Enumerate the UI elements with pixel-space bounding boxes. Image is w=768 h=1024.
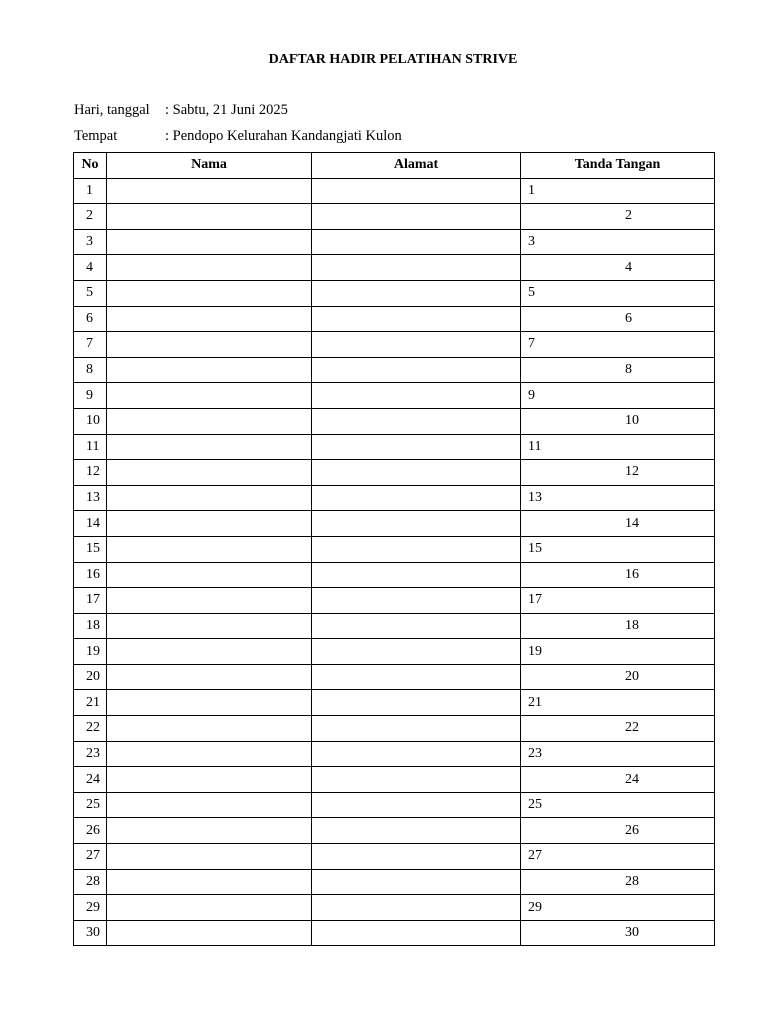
signature-number: 21 [528, 694, 542, 710]
signature-number: 23 [528, 745, 542, 761]
name-cell [107, 895, 312, 921]
header-alamat: Alamat [312, 153, 521, 179]
table-row [74, 280, 715, 306]
signature-number: 2 [625, 208, 632, 224]
signature-number: 22 [625, 720, 639, 736]
name-cell [107, 332, 312, 358]
signature-number: 28 [625, 873, 639, 889]
name-cell [107, 690, 312, 716]
signature-number: 24 [625, 771, 639, 787]
address-cell [312, 920, 521, 946]
address-cell [312, 511, 521, 537]
name-cell [107, 460, 312, 486]
signature-cell [521, 741, 715, 767]
signature-cell [521, 869, 715, 895]
meta-date-row [74, 101, 288, 119]
signature-cell [521, 664, 715, 690]
signature-cell [521, 818, 715, 844]
row-number: 22 [74, 716, 107, 742]
signature-number: 14 [625, 515, 639, 531]
signature-cell [521, 178, 715, 204]
meta-date-value: : Sabtu, 21 Juni 2025 [165, 102, 288, 118]
table-row [74, 613, 715, 639]
address-cell [312, 383, 521, 409]
header-no: No [74, 153, 107, 179]
row-number: 4 [74, 255, 107, 281]
row-number: 10 [74, 408, 107, 434]
meta-place-value: : Pendopo Kelurahan Kandangjati Kulon [165, 128, 402, 144]
row-number: 21 [74, 690, 107, 716]
address-cell [312, 434, 521, 460]
address-cell [312, 485, 521, 511]
signature-number: 8 [625, 362, 632, 378]
address-cell [312, 741, 521, 767]
signature-cell [521, 920, 715, 946]
address-cell [312, 408, 521, 434]
address-cell [312, 613, 521, 639]
signature-number: 13 [528, 490, 542, 506]
table-row [74, 844, 715, 870]
name-cell [107, 229, 312, 255]
table-row [74, 511, 715, 537]
signature-cell [521, 357, 715, 383]
row-number: 20 [74, 664, 107, 690]
row-number: 15 [74, 536, 107, 562]
signature-number: 30 [625, 925, 639, 941]
table-row [74, 818, 715, 844]
row-number: 2 [74, 204, 107, 230]
name-cell [107, 639, 312, 665]
signature-number: 26 [625, 822, 639, 838]
signature-number: 7 [528, 336, 535, 352]
meta-date-label: Hari, tanggal [74, 102, 150, 118]
address-cell [312, 639, 521, 665]
signature-number: 5 [528, 285, 535, 301]
name-cell [107, 536, 312, 562]
header-tanda-tangan: Tanda Tangan [521, 153, 715, 179]
signature-number: 17 [528, 592, 542, 608]
address-cell [312, 178, 521, 204]
page-title: DAFTAR HADIR PELATIHAN STRIVE [268, 52, 518, 67]
signature-number: 27 [528, 848, 542, 864]
row-number: 7 [74, 332, 107, 358]
name-cell [107, 613, 312, 639]
table-row [74, 895, 715, 921]
address-cell [312, 332, 521, 358]
row-number: 13 [74, 485, 107, 511]
table-row [74, 460, 715, 486]
table-row [74, 332, 715, 358]
table-row [74, 792, 715, 818]
name-cell [107, 306, 312, 332]
address-cell [312, 306, 521, 332]
name-cell [107, 485, 312, 511]
signature-number: 19 [528, 643, 542, 659]
table-row [74, 408, 715, 434]
table-row [74, 588, 715, 614]
signature-number: 18 [625, 617, 639, 633]
signature-cell [521, 716, 715, 742]
row-number: 11 [74, 434, 107, 460]
name-cell [107, 434, 312, 460]
signature-number: 20 [625, 669, 639, 685]
table-row [74, 178, 715, 204]
name-cell [107, 664, 312, 690]
address-cell [312, 895, 521, 921]
meta-place-label: Tempat [74, 128, 118, 144]
name-cell [107, 844, 312, 870]
table-row [74, 639, 715, 665]
table-header-row [74, 153, 715, 179]
name-cell [107, 408, 312, 434]
address-cell [312, 690, 521, 716]
table-row [74, 716, 715, 742]
name-cell [107, 562, 312, 588]
signature-cell [521, 306, 715, 332]
signature-cell [521, 562, 715, 588]
row-number: 25 [74, 792, 107, 818]
table-row [74, 920, 715, 946]
signature-number: 25 [528, 797, 542, 813]
address-cell [312, 536, 521, 562]
table-row [74, 485, 715, 511]
name-cell [107, 818, 312, 844]
signature-cell [521, 204, 715, 230]
row-number: 3 [74, 229, 107, 255]
signature-cell [521, 536, 715, 562]
signature-cell [521, 639, 715, 665]
signature-number: 3 [528, 234, 535, 250]
table-row [74, 306, 715, 332]
table-row [74, 690, 715, 716]
address-cell [312, 588, 521, 614]
table-row [74, 204, 715, 230]
row-number: 8 [74, 357, 107, 383]
name-cell [107, 869, 312, 895]
row-number: 23 [74, 741, 107, 767]
address-cell [312, 280, 521, 306]
attendance-table [73, 152, 715, 946]
signature-cell [521, 408, 715, 434]
row-number: 28 [74, 869, 107, 895]
address-cell [312, 562, 521, 588]
signature-cell [521, 844, 715, 870]
address-cell [312, 716, 521, 742]
address-cell [312, 844, 521, 870]
address-cell [312, 204, 521, 230]
row-number: 1 [74, 178, 107, 204]
signature-cell [521, 434, 715, 460]
table-row [74, 434, 715, 460]
signature-number: 1 [528, 182, 535, 198]
row-number: 27 [74, 844, 107, 870]
table-row [74, 229, 715, 255]
row-number: 29 [74, 895, 107, 921]
name-cell [107, 716, 312, 742]
header-nama: Nama [107, 153, 312, 179]
signature-cell [521, 690, 715, 716]
name-cell [107, 204, 312, 230]
table-row [74, 741, 715, 767]
name-cell [107, 588, 312, 614]
table-row [74, 664, 715, 690]
row-number: 14 [74, 511, 107, 537]
row-number: 17 [74, 588, 107, 614]
address-cell [312, 255, 521, 281]
name-cell [107, 511, 312, 537]
signature-cell [521, 511, 715, 537]
address-cell [312, 792, 521, 818]
signature-cell [521, 588, 715, 614]
name-cell [107, 920, 312, 946]
signature-cell [521, 792, 715, 818]
signature-cell [521, 383, 715, 409]
signature-number: 29 [528, 899, 542, 915]
name-cell [107, 280, 312, 306]
row-number: 26 [74, 818, 107, 844]
address-cell [312, 357, 521, 383]
signature-number: 10 [625, 413, 639, 429]
meta-place-row [74, 127, 402, 145]
row-number: 6 [74, 306, 107, 332]
table-row [74, 383, 715, 409]
signature-number: 11 [528, 438, 542, 454]
signature-cell [521, 332, 715, 358]
signature-cell [521, 255, 715, 281]
signature-cell [521, 460, 715, 486]
table-row [74, 562, 715, 588]
table-row [74, 767, 715, 793]
signature-number: 12 [625, 464, 639, 480]
address-cell [312, 460, 521, 486]
table-row [74, 255, 715, 281]
address-cell [312, 818, 521, 844]
signature-number: 4 [625, 259, 632, 275]
table-row [74, 357, 715, 383]
address-cell [312, 869, 521, 895]
signature-number: 6 [625, 310, 632, 326]
name-cell [107, 357, 312, 383]
name-cell [107, 255, 312, 281]
row-number: 18 [74, 613, 107, 639]
signature-cell [521, 895, 715, 921]
name-cell [107, 741, 312, 767]
address-cell [312, 229, 521, 255]
row-number: 30 [74, 920, 107, 946]
signature-cell [521, 613, 715, 639]
name-cell [107, 178, 312, 204]
signature-number: 15 [528, 541, 542, 557]
signature-number: 16 [625, 566, 639, 582]
signature-cell [521, 280, 715, 306]
table-body [74, 178, 715, 946]
address-cell [312, 767, 521, 793]
signature-cell [521, 229, 715, 255]
row-number: 19 [74, 639, 107, 665]
name-cell [107, 383, 312, 409]
signature-cell [521, 485, 715, 511]
table-row [74, 869, 715, 895]
address-cell [312, 664, 521, 690]
row-number: 24 [74, 767, 107, 793]
table-row [74, 536, 715, 562]
signature-cell [521, 767, 715, 793]
row-number: 5 [74, 280, 107, 306]
name-cell [107, 767, 312, 793]
name-cell [107, 792, 312, 818]
row-number: 16 [74, 562, 107, 588]
row-number: 9 [74, 383, 107, 409]
signature-number: 9 [528, 387, 535, 403]
row-number: 12 [74, 460, 107, 486]
